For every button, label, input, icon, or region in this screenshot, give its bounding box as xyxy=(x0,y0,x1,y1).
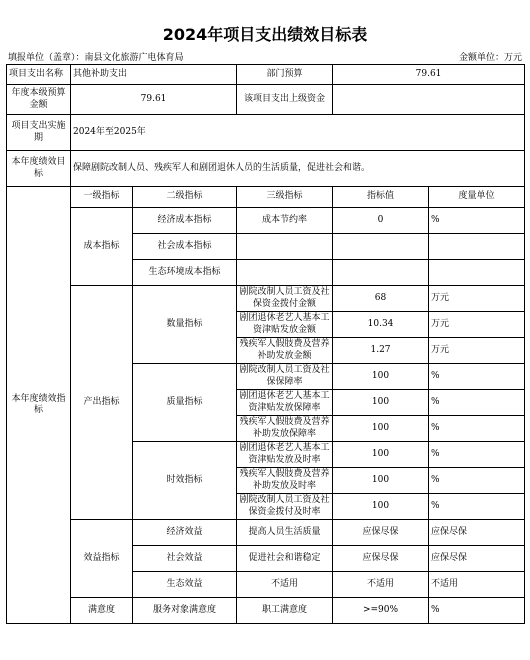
row-value: 100 xyxy=(333,494,429,520)
row-unit: 万元 xyxy=(429,312,525,338)
row-l3: 职工满意度 xyxy=(237,598,333,624)
header-level2: 二级指标 xyxy=(133,187,237,208)
row-l3 xyxy=(237,260,333,286)
row-l3: 剧院改制人员工资及社保保障率 xyxy=(237,364,333,390)
goal-value: 保障剧院改制人员、残疾军人和剧团退休人员的生活质量，促进社会和谐。 xyxy=(71,151,525,187)
row-l3: 剧团退休老艺人基本工资津贴发放金额 xyxy=(237,312,333,338)
performance-table xyxy=(6,64,525,624)
row-l2: 社会效益 xyxy=(133,546,237,572)
row-unit: 万元 xyxy=(429,338,525,364)
row-l3: 成本节约率 xyxy=(237,208,333,234)
dept-budget-label: 部门预算 xyxy=(237,65,333,85)
row-unit: 不适用 xyxy=(429,572,525,598)
row-unit: % xyxy=(429,390,525,416)
indicator-section-label: 本年度绩效指标 xyxy=(7,187,71,624)
row-l3: 剧团退休老艺人基本工资津贴发放及时率 xyxy=(237,442,333,468)
row-l2: 经济效益 xyxy=(133,520,237,546)
row-unit: % xyxy=(429,468,525,494)
header-unit: 度量单位 xyxy=(429,187,525,208)
row-unit: % xyxy=(429,416,525,442)
header-level3: 三级指标 xyxy=(237,187,333,208)
row-value: 应保尽保 xyxy=(333,546,429,572)
page-title: 2024年项目支出绩效目标表 xyxy=(162,25,368,44)
row-l2: 社会成本指标 xyxy=(133,234,237,260)
row-l3: 剧院改制人员工资及社保资金拨付及时率 xyxy=(237,494,333,520)
row-l3: 促进社会和谐稳定 xyxy=(237,546,333,572)
row-value: 100 xyxy=(333,390,429,416)
row-value: 不适用 xyxy=(333,572,429,598)
group-cost: 成本指标 xyxy=(71,208,133,286)
dept-budget-value: 79.61 xyxy=(333,65,525,85)
filling-unit: 填报单位（盖章）：南县文化旅游广电体育局 xyxy=(8,53,184,63)
amount-unit: 金额单位：万元 xyxy=(458,53,522,63)
row-l2: 生态效益 xyxy=(133,572,237,598)
row-l2: 数量指标 xyxy=(133,286,237,364)
row-unit: % xyxy=(429,442,525,468)
header-level1: 一级指标 xyxy=(71,187,133,208)
header-value: 指标值 xyxy=(333,187,429,208)
row-l3: 提高人员生活质量 xyxy=(237,520,333,546)
goal-label: 本年度绩效目标 xyxy=(7,151,71,187)
row-l2: 质量指标 xyxy=(133,364,237,442)
row-l3: 不适用 xyxy=(237,572,333,598)
row-unit: 万元 xyxy=(429,286,525,312)
row-value: 1.27 xyxy=(333,338,429,364)
row-value: 应保尽保 xyxy=(333,520,429,546)
row-unit: % xyxy=(429,364,525,390)
row-l2: 时效指标 xyxy=(133,442,237,520)
row-unit xyxy=(429,260,525,286)
group-benefit: 效益指标 xyxy=(71,520,133,598)
superior-funds-label: 该项目支出上级资金 xyxy=(237,85,333,115)
row-unit: % xyxy=(429,598,525,624)
row-value: >=90% xyxy=(333,598,429,624)
row-l3: 残疾军人假肢费及营养补助发放及时率 xyxy=(237,468,333,494)
row-value: 68 xyxy=(333,286,429,312)
period-label: 项目支出实施期 xyxy=(7,115,71,151)
row-value: 100 xyxy=(333,442,429,468)
row-l3: 剧团退休老艺人基本工资津贴发放保障率 xyxy=(237,390,333,416)
row-l3: 剧院改制人员工资及社保资金拨付金额 xyxy=(237,286,333,312)
group-output: 产出指标 xyxy=(71,286,133,520)
row-value xyxy=(333,260,429,286)
row-unit xyxy=(429,234,525,260)
project-name-label: 项目支出名称 xyxy=(7,65,71,85)
row-l3 xyxy=(237,234,333,260)
row-value: 0 xyxy=(333,208,429,234)
row-unit: 应保尽保 xyxy=(429,520,525,546)
group-satisfaction: 满意度 xyxy=(71,598,133,624)
row-unit: % xyxy=(429,494,525,520)
row-l2: 服务对象满意度 xyxy=(133,598,237,624)
superior-funds-value xyxy=(333,85,525,115)
project-name-value: 其他补助支出 xyxy=(71,65,237,85)
row-l3: 残疾军人假肢费及营养补助发放保障率 xyxy=(237,416,333,442)
row-value: 100 xyxy=(333,416,429,442)
row-value: 10.34 xyxy=(333,312,429,338)
row-value: 100 xyxy=(333,468,429,494)
annual-budget-label: 年度本级预算金额 xyxy=(7,85,71,115)
annual-budget-value: 79.61 xyxy=(71,85,237,115)
row-l2: 经济成本指标 xyxy=(133,208,237,234)
row-value: 100 xyxy=(333,364,429,390)
row-unit: % xyxy=(429,208,525,234)
period-value: 2024年至2025年 xyxy=(71,115,525,151)
row-l3: 残疾军人假肢费及营养补助发放金额 xyxy=(237,338,333,364)
row-unit: 应保尽保 xyxy=(429,546,525,572)
row-l2: 生态环境成本指标 xyxy=(133,260,237,286)
row-value xyxy=(333,234,429,260)
